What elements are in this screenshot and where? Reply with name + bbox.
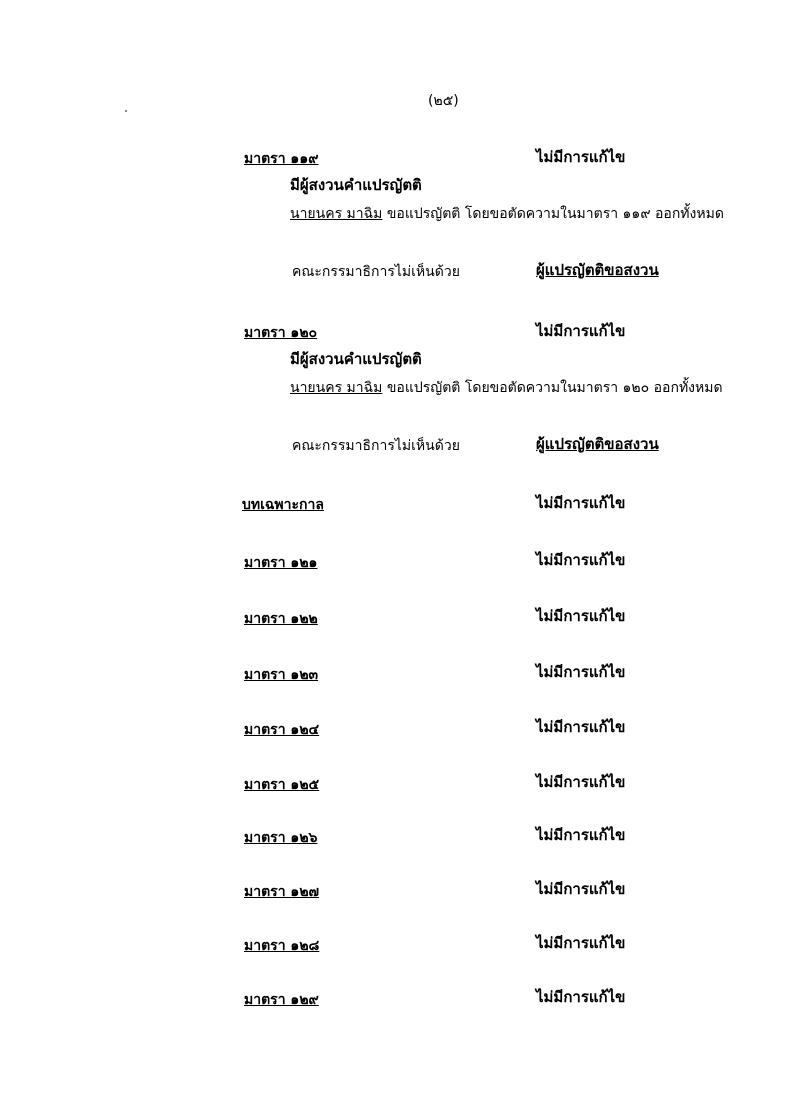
status-text: ไม่มีการแก้ไข	[536, 551, 626, 569]
section-heading: มาตรา ๑๒๘	[244, 938, 320, 954]
section-heading: มาตรา ๑๒๕	[244, 777, 320, 793]
status-text: ไม่มีการแก้ไข	[536, 934, 626, 952]
amendment-line	[290, 207, 724, 221]
status-text: ไม่มีการแก้ไข	[536, 148, 626, 166]
section-heading: มาตรา ๑๒๑	[244, 555, 318, 571]
section-heading: มาตรา ๑๒๔	[244, 722, 320, 738]
section-heading: บทเฉพาะกาล	[242, 497, 324, 513]
amender-name: นายนคร มาฉิม	[290, 206, 383, 222]
status-text: ไม่มีการแก้ไข	[536, 880, 626, 898]
status-text: ไม่มีการแก้ไข	[536, 988, 626, 1006]
status-text: ไม่มีการแก้ไข	[536, 663, 626, 681]
amendment-line	[290, 381, 723, 395]
amendment-text: ขอแปรญัตติ โดยขอตัดความในมาตรา ๑๑๙ ออกทั้งหมด	[382, 206, 724, 222]
reservation-label: ผู้แปรญัตติขอสงวน	[536, 435, 659, 453]
amender-name: นายนคร มาฉิม	[290, 380, 383, 396]
committee-opinion: คณะกรรมาธิการไม่เห็นด้วย	[292, 438, 460, 454]
amendment-text: ขอแปรญัตติ โดยขอตัดความในมาตรา ๑๒๐ ออกทั้งหมด	[382, 380, 723, 396]
page-number: (๒๕)	[428, 93, 459, 109]
status-text: ไม่มีการแก้ไข	[536, 773, 626, 791]
status-text: ไม่มีการแก้ไข	[536, 494, 626, 512]
committee-opinion: คณะกรรมาธิการไม่เห็นด้วย	[292, 264, 460, 280]
status-text: ไม่มีการแก้ไข	[536, 607, 626, 625]
section-heading: มาตรา ๑๒๒	[244, 611, 318, 627]
section-heading: มาตรา ๑๒๖	[244, 830, 318, 846]
section-heading: มาตรา ๑๒๙	[244, 992, 319, 1008]
reservation-label: ผู้แปรญัตติขอสงวน	[536, 261, 659, 279]
status-text: ไม่มีการแก้ไข	[536, 826, 626, 844]
objector-heading: มีผู้สงวนคำแปรญัตติ	[290, 350, 422, 368]
section-heading: มาตรา ๑๑๙	[244, 151, 319, 167]
section-heading: มาตรา ๑๒๓	[244, 667, 319, 683]
section-heading: มาตรา ๑๒๗	[244, 884, 320, 900]
status-text: ไม่มีการแก้ไข	[536, 322, 626, 340]
objector-heading: มีผู้สงวนคำแปรญัตติ	[290, 176, 422, 194]
section-heading: มาตรา ๑๒๐	[244, 325, 318, 341]
scan-speck	[125, 110, 127, 112]
status-text: ไม่มีการแก้ไข	[536, 718, 626, 736]
